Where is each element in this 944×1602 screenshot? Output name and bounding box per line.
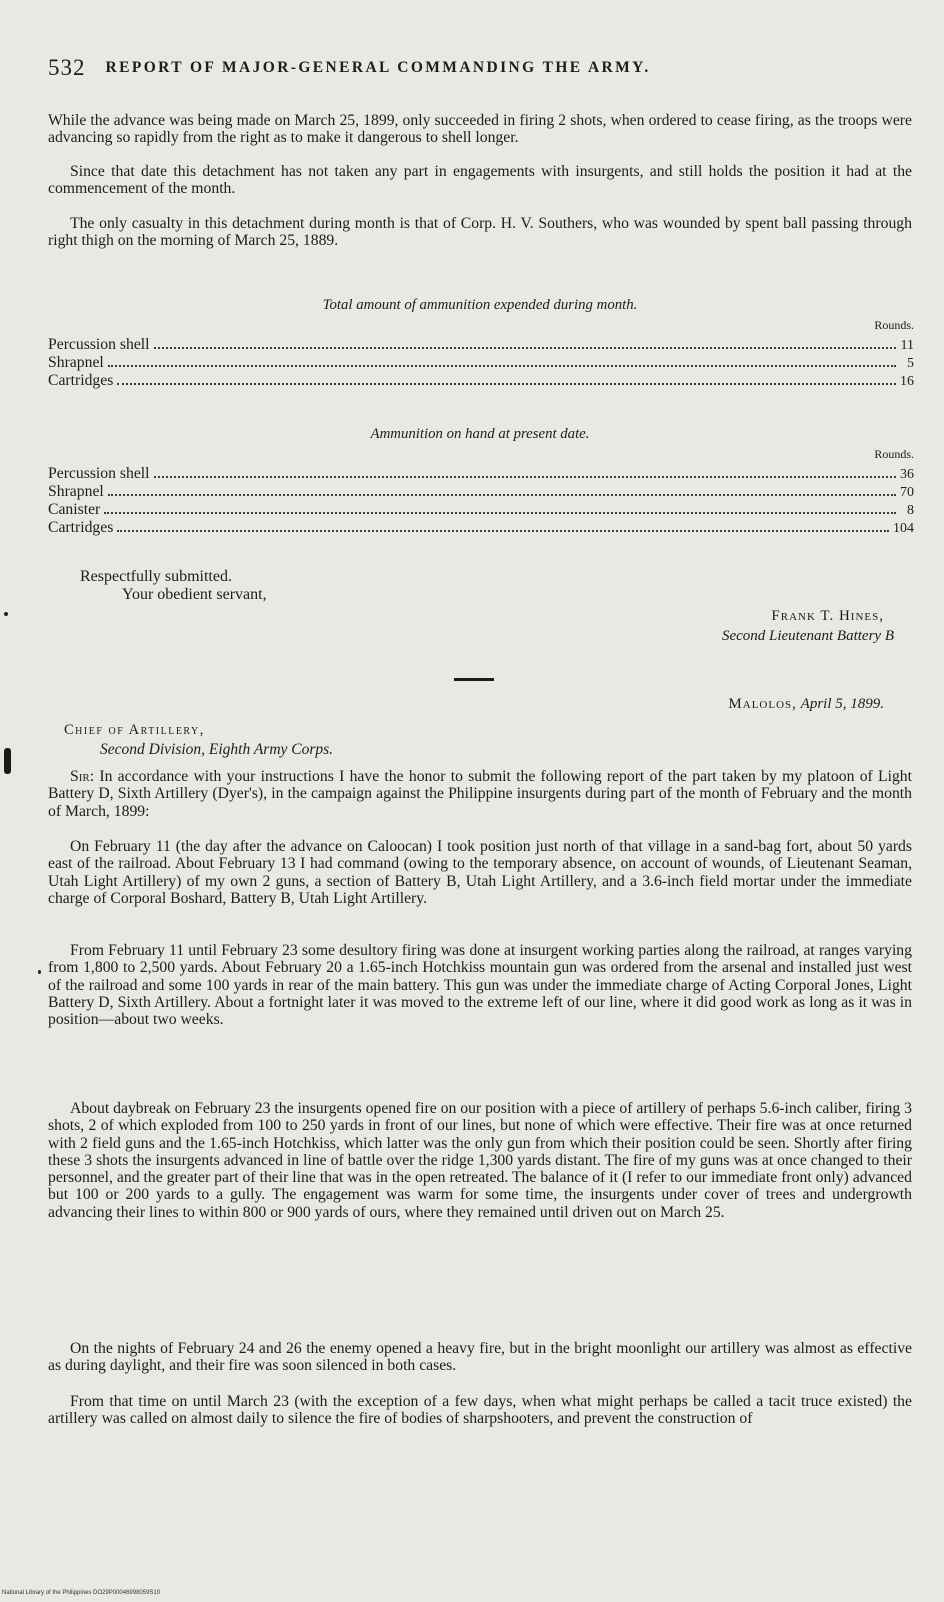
dot-leader	[104, 512, 896, 514]
scan-footer: National Library of the Philippines DO29P00046998059S10	[2, 1590, 161, 1596]
paragraph	[48, 768, 912, 820]
dot-leader	[154, 347, 896, 349]
signature-title: Second Lieutenant Battery B	[721, 628, 894, 644]
row-label: Percussion shell	[48, 336, 150, 353]
table-row	[48, 519, 914, 537]
row-value: 8	[907, 503, 914, 518]
page-number: 532	[48, 55, 86, 80]
dot-leader	[117, 530, 889, 532]
paragraph: While the advance was being made on March 25, 1899, only succeeded in firing 2 shots, when ordered to cease firing, as the troops were advancing so rapidly from the right as to make it dangerous to shell longer.	[48, 112, 912, 147]
table-row	[48, 372, 914, 390]
row-value: 16	[900, 374, 914, 389]
dateline	[728, 696, 884, 713]
paragraph-text: In accordance with your instructions I have the honor to submit the following report of the part taken by my platoon of Light Battery D, Sixth Artillery (Dyer's), in the campaign against the Philippine insurgents during part of the month of February and the month of March, 1899:	[48, 768, 913, 820]
table-row	[48, 465, 914, 483]
row-value: 104	[893, 521, 914, 536]
paragraph: Since that date this detachment has not taken any part in engagements with insurgents, and still holds the position it had at the commencement of the month.	[48, 163, 912, 198]
rounds-unit-label: Rounds.	[874, 318, 914, 332]
row-label: Cartridges	[48, 519, 114, 536]
dateline-date: April 5, 1899.	[800, 696, 884, 712]
ammunition-on-hand-table	[48, 465, 914, 537]
table-caption: Total amount of ammunition expended during month.	[322, 297, 638, 313]
row-label: Canister	[48, 501, 101, 518]
signature-name: Frank T. Hines,	[771, 608, 884, 624]
table-row	[48, 483, 914, 501]
paragraph: On the nights of February 24 and 26 the enemy opened a heavy fire, but in the bright moonlight our artillery was almost as effective as during daylight, and their fire was soon silenced in both cases.	[48, 1340, 912, 1375]
row-value: 11	[900, 338, 914, 353]
table-row	[48, 336, 914, 354]
row-label: Cartridges	[48, 372, 114, 389]
addressee-line: Second Division, Eighth Army Corps.	[100, 741, 334, 758]
dot-leader	[108, 494, 896, 496]
closing-line: Your obedient servant,	[122, 586, 267, 603]
rounds-unit-label: Rounds.	[874, 447, 914, 461]
ammunition-expended-table	[48, 336, 914, 390]
running-title: REPORT OF MAJOR-GENERAL COMMANDING THE ARMY.	[105, 59, 651, 76]
paragraph: About daybreak on February 23 the insurgents opened fire on our position with a piece of artillery of perhaps 5.6-inch caliber, firing 3 shots, 2 of which exploded from 100 to 250 yards in front of our lines, but none of which were effective. Their fire was at once returned with 2 field guns and the 1.65-inch Hotchkiss, which latter was the only gun from which their position could be seen. Shortly after firing these 3 shots the insurgents advanced in line of battle over the ridge 1,300 yards distant. The fire of my guns was at once changed to their personnel, and the greater part of their line that was in the open retreated. The balance of it (I refer to our immediate front only) advanced but 100 or 200 yards to a gully. The engagement was warm for some time, the insurgents under cover of trees and undergrowth advancing their lines to within 800 or 900 yards of ours, where they remained until driven out on March 25.	[48, 1100, 912, 1221]
addressee-line: Chief of Artillery,	[64, 722, 205, 738]
paragraph: The only casualty in this detachment during month is that of Corp. H. V. Southers, who was wounded by spent ball passing through right thigh on the morning of March 25, 1889.	[48, 215, 912, 250]
salutation: Sir:	[70, 768, 95, 785]
dot-leader	[154, 476, 896, 478]
dot-leader	[117, 383, 896, 385]
table-row	[48, 354, 914, 372]
scan-mark	[38, 970, 41, 974]
row-value: 5	[907, 356, 914, 371]
closing-line: Respectfully submitted.	[80, 568, 232, 585]
dot-leader	[108, 365, 896, 367]
paragraph: From that time on until March 23 (with the exception of a few days, when what might perhaps be called a tacit truce existed) the artillery was called on almost daily to silence the fire of bodies of sharpshooters, and prevent the construction of	[48, 1393, 912, 1428]
row-value: 70	[900, 485, 914, 500]
section-divider	[454, 678, 494, 681]
row-label: Shrapnel	[48, 483, 104, 500]
dateline-place: Malolos,	[728, 696, 797, 712]
row-label: Shrapnel	[48, 354, 104, 371]
paragraph: From February 11 until February 23 some desultory firing was done at insurgent working parties along the railroad, at ranges varying from 1,800 to 2,500 yards. About February 20 a 1.65-inch Hotchkiss mountain gun was ordered from the arsenal and installed just west of the railroad and some 100 yards in rear of the main battery. This gun was under the immediate charge of Acting Corporal Jones, Light Battery D, Sixth Artillery. About a fortnight later it was moved to the extreme left of our line, where it did good work as long as it was in position—about two weeks.	[48, 942, 912, 1029]
scan-mark	[4, 748, 11, 774]
table-caption: Ammunition on hand at present date.	[370, 426, 590, 442]
row-value: 36	[900, 467, 914, 482]
table-row	[48, 501, 914, 519]
scan-mark	[4, 612, 8, 616]
page-header	[48, 55, 918, 91]
paragraph: On February 11 (the day after the advance on Caloocan) I took position just north of that village in a sand-bag fort, about 50 yards east of the railroad. About February 13 I had command (owing to the temporary absence, on account of wounds, of Lieutenant Seaman, Utah Light Artillery) of my own 2 guns, a section of Battery B, Utah Light Artillery, and a 3.6-inch field mortar under the immediate charge of Corporal Boshard, Battery B, Utah Light Artillery.	[48, 838, 912, 907]
row-label: Percussion shell	[48, 465, 150, 482]
